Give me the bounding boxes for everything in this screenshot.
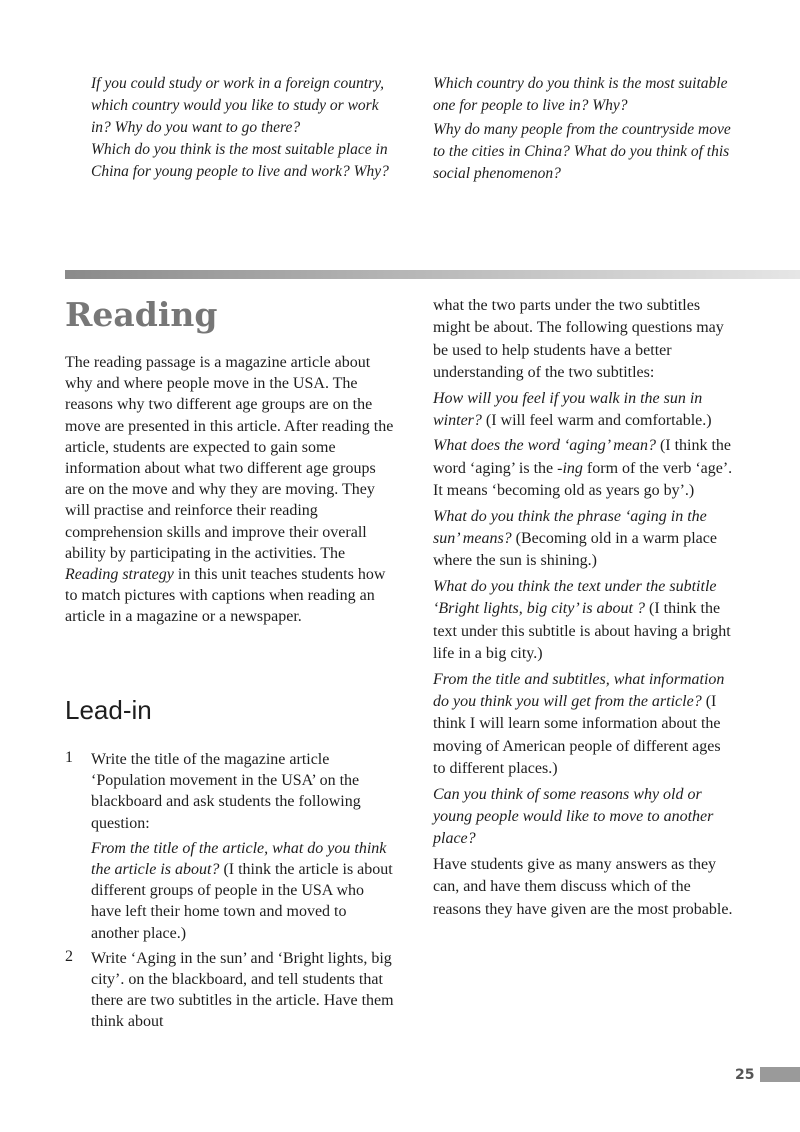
- answer-text: (I think the text under this subtitle is about having a bright life in a big city.): [433, 600, 731, 663]
- reading-intro-paragraph: [65, 352, 395, 628]
- top-question-3: Which country do you think is the most suitable one for people to live in? Why?: [433, 75, 728, 114]
- top-question-4: Why do many people from the countryside move to the cities in China? What do you think of this social phenomenon?: [433, 121, 731, 182]
- step-number: 1: [65, 749, 73, 766]
- question-italic: How will you feel if you walk in the sun in winter?: [433, 389, 703, 430]
- reading-strategy-term: Reading strategy: [65, 566, 174, 584]
- step-instruction: Write the title of the magazine article ‘Population movement in the USA’ on the blackboard and ask students the following question:: [91, 751, 361, 832]
- leadin-step-1: [65, 749, 395, 944]
- leadin-heading: Lead-in: [65, 695, 152, 725]
- closing-text: Have students give as many answers as they can, and have them discuss which of the reasons they have given are the most probable.: [433, 855, 733, 918]
- answer-text: (I will feel warm and comfortable.): [481, 412, 712, 430]
- page-number: 25: [735, 1067, 755, 1083]
- qa-item: [433, 669, 733, 781]
- continuation-text: what the two parts under the two subtitles might be about. The following questions may be used to help students have a better understanding of the two subtitles:: [433, 297, 724, 382]
- reading-text-b: in this unit teaches students how to match pictures with captions when reading an article in a magazine or a newspaper.: [65, 566, 386, 626]
- top-questions-left: [91, 73, 391, 183]
- answer-text: form of the verb ‘age’. It means ‘becoming old as years go by’.): [433, 459, 733, 500]
- reading-heading: Reading: [65, 295, 218, 334]
- answer-text: (Becoming old in a warm place where the sun is shining.): [433, 530, 717, 570]
- step-number: 2: [65, 947, 73, 965]
- question-italic: What does the word ‘aging’ mean?: [433, 437, 656, 455]
- right-column: [433, 295, 733, 921]
- reading-text-a: The reading passage is a magazine article about why and where people move in the USA. The reasons why two different age groups are on the move are presented in this article. After reading the article, students are expected to gain some information about what two different age groups are on the move and why they are moving. They will practise and reinforce their reading comprehension skills and improve their overall ability by participating in the activities. The: [65, 354, 394, 562]
- answer-text: (I think I will learn some information about the moving of American people of different ages to different places.): [433, 692, 721, 778]
- answer-text: (I think the word ‘aging’ is the: [433, 437, 732, 477]
- section-divider-bar: [65, 270, 800, 279]
- page-tab-bar: [760, 1067, 800, 1082]
- answer-text: (I think the article is about different groups of people in the USA who have left their home town and moved to another place.): [91, 861, 393, 942]
- question-italic: What do you think the phrase ‘aging in the sun’ means?: [433, 507, 707, 548]
- qa-item: [433, 576, 733, 666]
- qa-item: [433, 784, 733, 851]
- ing-term: -ing: [557, 459, 583, 477]
- question-italic: From the title and subtitles, what information do you think you will get from the article?: [433, 670, 725, 710]
- qa-item: [433, 388, 733, 433]
- top-questions-right: [433, 73, 733, 185]
- question-italic: From the title of the article, what do you think the article is about?: [91, 839, 387, 879]
- question-italic: Can you think of some reasons why old or young people would like to move to another place?: [433, 785, 714, 848]
- qa-item: [433, 506, 733, 573]
- leadin-step-2: [65, 948, 395, 1033]
- question-italic: What do you think the text under the subtitle ‘Bright lights, big city’ is about ?: [433, 577, 717, 618]
- step-instruction: Write ‘Aging in the sun’ and ‘Bright lights, big city’. on the blackboard, and tell students that there are two subtitles in the article. Have them think about: [91, 949, 394, 1031]
- top-question-2: Which do you think is the most suitable place in China for young people to live and work? Why?: [91, 141, 389, 180]
- qa-item: [433, 435, 733, 502]
- leadin-steps: [65, 749, 395, 1033]
- step-question: [91, 838, 395, 944]
- top-question-1: If you could study or work in a foreign country, which country would you like to study or work in? Why do you want to go there?: [91, 75, 385, 136]
